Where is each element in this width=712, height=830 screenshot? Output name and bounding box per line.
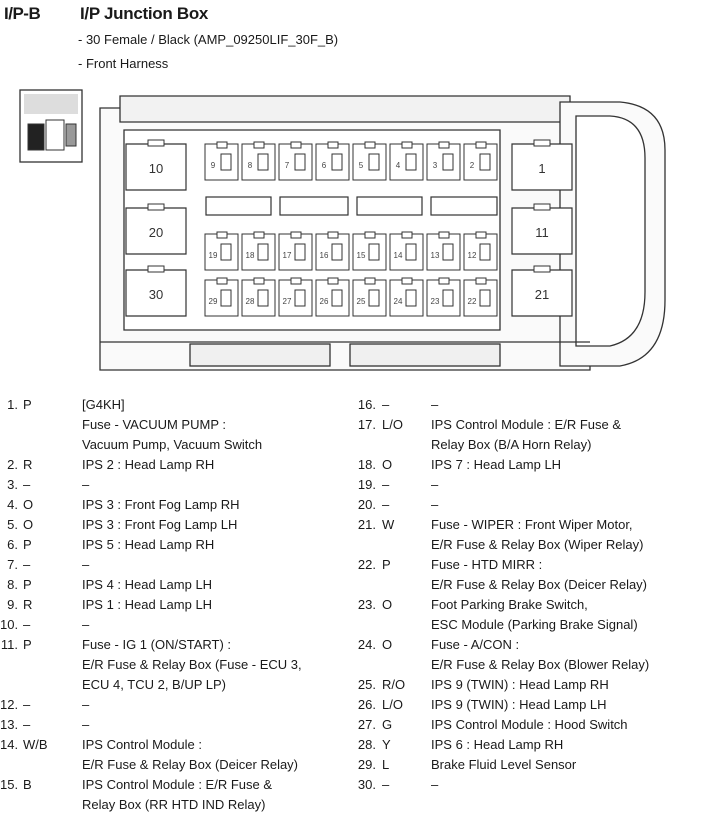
pin-description: IPS 2 : Head Lamp RH bbox=[82, 457, 215, 472]
pin-label: 16 bbox=[319, 251, 329, 260]
wire-color: O bbox=[23, 517, 34, 532]
pin-row bbox=[0, 475, 302, 495]
pin-number: 30. bbox=[357, 777, 376, 792]
cavity-block-30 bbox=[126, 266, 186, 316]
wire-color: O bbox=[23, 497, 34, 512]
pin-description: IPS 5 : Head Lamp RH bbox=[82, 537, 215, 552]
wire-color: – bbox=[382, 777, 390, 792]
pin-row bbox=[0, 775, 302, 815]
wire-color: W/B bbox=[23, 737, 48, 752]
pin-description: – bbox=[82, 477, 90, 492]
pin-description: – bbox=[431, 397, 439, 412]
wire-color: W bbox=[382, 517, 395, 532]
cavity-block-20 bbox=[126, 204, 186, 254]
pin-row bbox=[0, 535, 302, 555]
wire-color: R bbox=[23, 597, 33, 612]
pin-label: 27 bbox=[282, 297, 292, 306]
wire-color: – bbox=[382, 397, 390, 412]
cavity-block-1 bbox=[512, 140, 572, 190]
wire-color: O bbox=[382, 637, 393, 652]
pin-row bbox=[350, 595, 649, 635]
pin-label: 19 bbox=[208, 251, 218, 260]
pin-description: – bbox=[82, 697, 90, 712]
pin-row bbox=[350, 395, 649, 415]
pin-label: 22 bbox=[467, 297, 477, 306]
pin-row bbox=[350, 735, 649, 755]
pin-row bbox=[350, 715, 649, 735]
wire-color: G bbox=[382, 717, 393, 732]
pin-number: 14. bbox=[0, 737, 19, 752]
pin-cavity-29 bbox=[205, 278, 238, 316]
pin-number: 3. bbox=[7, 477, 18, 492]
pin-description: IPS Control Module : E/R Fuse & Relay Box (RR HTD IND Relay) bbox=[82, 777, 273, 812]
pin-row bbox=[350, 515, 649, 555]
pin-description: Brake Fluid Level Sensor bbox=[431, 757, 577, 772]
pin-cavity-14 bbox=[390, 232, 423, 270]
pin-description: IPS Control Module : E/R Fuse & Relay Box (Deicer Relay) bbox=[82, 737, 299, 772]
pin-cavity-13 bbox=[427, 232, 460, 270]
pin-number: 15. bbox=[0, 777, 19, 792]
pin-description: IPS 4 : Head Lamp LH bbox=[82, 577, 213, 592]
pin-description: IPS 9 (TWIN) : Head Lamp RH bbox=[431, 677, 609, 692]
pin-number: 25. bbox=[357, 677, 376, 692]
pin-number: 29. bbox=[357, 757, 376, 772]
cavity-label: 21 bbox=[534, 287, 550, 302]
pin-description: – bbox=[431, 777, 439, 792]
cavity-block-10 bbox=[126, 140, 186, 190]
pin-row bbox=[0, 615, 302, 635]
connector-diagram bbox=[0, 80, 712, 380]
pin-label: 25 bbox=[356, 297, 366, 306]
pin-description: Fuse - A/CON : E/R Fuse & Relay Box (Blower Relay) bbox=[431, 637, 650, 672]
pin-number: 8. bbox=[7, 577, 18, 592]
pin-label: 8 bbox=[247, 161, 253, 170]
pin-number: 1. bbox=[7, 397, 18, 412]
pin-label: 5 bbox=[358, 161, 364, 170]
harness-name: - Front Harness bbox=[78, 56, 169, 71]
wire-color: – bbox=[23, 617, 31, 632]
pin-label: 14 bbox=[393, 251, 403, 260]
pin-row bbox=[0, 735, 302, 775]
pin-row bbox=[350, 455, 649, 475]
pin-number: 9. bbox=[7, 597, 18, 612]
pin-description: Fuse - WIPER : Front Wiper Motor, E/R Fuse & Relay Box (Wiper Relay) bbox=[431, 517, 644, 552]
pin-cavity-15 bbox=[353, 232, 386, 270]
pin-label: 18 bbox=[245, 251, 255, 260]
cavity-label: 20 bbox=[148, 225, 164, 240]
pin-description: IPS 1 : Head Lamp LH bbox=[82, 597, 213, 612]
wire-color: O bbox=[382, 457, 393, 472]
wire-color: P bbox=[23, 637, 32, 652]
pin-label: 9 bbox=[210, 161, 216, 170]
pin-row bbox=[0, 695, 302, 715]
pin-cavity-22 bbox=[464, 278, 497, 316]
pin-label: 17 bbox=[282, 251, 292, 260]
wire-color: P bbox=[23, 397, 32, 412]
pin-number: 28. bbox=[357, 737, 376, 752]
connector-code: I/P-B bbox=[4, 4, 41, 23]
pin-number: 16. bbox=[357, 397, 376, 412]
pin-number: 23. bbox=[357, 597, 376, 612]
pin-row bbox=[0, 515, 302, 535]
wire-color: R/O bbox=[382, 677, 406, 692]
pin-row bbox=[350, 755, 649, 775]
pin-cavity-2 bbox=[464, 142, 497, 180]
pin-label: 26 bbox=[319, 297, 329, 306]
wire-color: – bbox=[23, 697, 31, 712]
pin-description: IPS Control Module : E/R Fuse & Relay Box (B/A Horn Relay) bbox=[431, 417, 622, 452]
pin-row bbox=[350, 695, 649, 715]
pin-number: 27. bbox=[357, 717, 376, 732]
pin-label: 13 bbox=[430, 251, 440, 260]
pin-row bbox=[350, 675, 649, 695]
pin-description: IPS Control Module : Hood Switch bbox=[431, 717, 628, 732]
cavity-label: 1 bbox=[538, 161, 546, 176]
wire-color: – bbox=[382, 477, 390, 492]
pin-label: 28 bbox=[245, 297, 255, 306]
pin-cavity-23 bbox=[427, 278, 460, 316]
pin-number: 2. bbox=[7, 457, 18, 472]
pin-number: 10. bbox=[0, 617, 19, 632]
pin-cavity-16 bbox=[316, 232, 349, 270]
pin-column-left bbox=[0, 395, 302, 815]
pin-cavity-27 bbox=[279, 278, 312, 316]
pin-row bbox=[0, 635, 302, 695]
wire-color: – bbox=[23, 557, 31, 572]
pin-label: 3 bbox=[432, 161, 438, 170]
wire-color: P bbox=[23, 577, 32, 592]
pin-number: 12. bbox=[0, 697, 19, 712]
cavity-label: 11 bbox=[535, 225, 549, 240]
wire-color: L/O bbox=[382, 697, 403, 712]
pin-row bbox=[350, 775, 649, 795]
pin-label: 15 bbox=[356, 251, 366, 260]
wire-color: L/O bbox=[382, 417, 403, 432]
pin-cavity-26 bbox=[316, 278, 349, 316]
pin-cavity-6 bbox=[316, 142, 349, 180]
wire-color: – bbox=[23, 477, 31, 492]
pin-description: IPS 9 (TWIN) : Head Lamp LH bbox=[431, 697, 607, 712]
pin-number: 22. bbox=[357, 557, 376, 572]
wire-color: R bbox=[23, 457, 33, 472]
pin-description: [G4KH] Fuse - VACUUM PUMP : Vacuum Pump, Vacuum Switch bbox=[82, 397, 263, 452]
pin-description: IPS 7 : Head Lamp LH bbox=[431, 457, 562, 472]
pin-description: IPS 6 : Head Lamp RH bbox=[431, 737, 564, 752]
pin-description: – bbox=[431, 497, 439, 512]
pin-row bbox=[350, 495, 649, 515]
pin-number: 26. bbox=[357, 697, 376, 712]
pin-label: 2 bbox=[469, 161, 475, 170]
pin-row bbox=[0, 455, 302, 475]
wire-color: L bbox=[382, 757, 390, 772]
pin-number: 20. bbox=[357, 497, 376, 512]
pin-number: 21. bbox=[357, 517, 376, 532]
pin-cavity-17 bbox=[279, 232, 312, 270]
pin-label: 6 bbox=[321, 161, 327, 170]
pin-description: Fuse - IG 1 (ON/START) : E/R Fuse & Relay Box (Fuse - ECU 3, ECU 4, TCU 2, B/UP LP) bbox=[82, 637, 302, 692]
locator-thumbnail bbox=[20, 90, 82, 162]
pin-row bbox=[0, 715, 302, 735]
pin-description: Fuse - HTD MIRR : E/R Fuse & Relay Box (Deicer Relay) bbox=[431, 557, 648, 592]
pin-cavity-3 bbox=[427, 142, 460, 180]
pin-cavity-28 bbox=[242, 278, 275, 316]
pin-row bbox=[0, 575, 302, 595]
pin-row bbox=[0, 555, 302, 575]
wire-color: – bbox=[382, 497, 390, 512]
pin-number: 6. bbox=[7, 537, 18, 552]
pin-description: IPS 3 : Front Fog Lamp RH bbox=[82, 497, 240, 512]
pin-number: 11. bbox=[0, 637, 18, 652]
wire-color: Y bbox=[382, 737, 391, 752]
cavity-label: 30 bbox=[148, 287, 164, 302]
pin-row bbox=[350, 635, 649, 675]
pin-row bbox=[350, 555, 649, 595]
pin-cavity-7 bbox=[279, 142, 312, 180]
pin-cavity-19 bbox=[205, 232, 238, 270]
pin-row bbox=[0, 595, 302, 615]
pin-label: 12 bbox=[467, 251, 477, 260]
pin-number: 19. bbox=[357, 477, 376, 492]
wire-color: B bbox=[23, 777, 32, 792]
pin-cavity-8 bbox=[242, 142, 275, 180]
wire-color: P bbox=[382, 557, 391, 572]
pin-row bbox=[350, 415, 649, 455]
pin-number: 24. bbox=[357, 637, 376, 652]
pin-label: 4 bbox=[395, 161, 401, 170]
cavity-label: 10 bbox=[148, 161, 164, 176]
pin-description: – bbox=[431, 477, 439, 492]
pin-number: 4. bbox=[7, 497, 18, 512]
pin-number: 17. bbox=[357, 417, 376, 432]
wire-color: P bbox=[23, 537, 32, 552]
pin-cavity-4 bbox=[390, 142, 423, 180]
pin-number: 5. bbox=[7, 517, 18, 532]
cavity-block-11 bbox=[512, 204, 572, 254]
pin-cavity-24 bbox=[390, 278, 423, 316]
pin-number: 18. bbox=[357, 457, 376, 472]
pin-description: – bbox=[82, 717, 90, 732]
pin-cavity-12 bbox=[464, 232, 497, 270]
pin-label: 29 bbox=[208, 297, 218, 306]
pin-label: 24 bbox=[393, 297, 403, 306]
connector-spec: - 30 Female / Black (AMP_09250LIF_30F_B) bbox=[78, 32, 339, 47]
wire-color: – bbox=[23, 717, 31, 732]
cavity-block-21 bbox=[512, 266, 572, 316]
pin-cavity-5 bbox=[353, 142, 386, 180]
pin-cavity-18 bbox=[242, 232, 275, 270]
pin-description: – bbox=[82, 617, 90, 632]
pin-row bbox=[0, 395, 302, 455]
pin-number: 13. bbox=[0, 717, 19, 732]
pin-label: 23 bbox=[430, 297, 440, 306]
pin-description: IPS 3 : Front Fog Lamp LH bbox=[82, 517, 238, 532]
connector-title: I/P Junction Box bbox=[80, 4, 209, 23]
pin-row bbox=[350, 475, 649, 495]
wire-color: O bbox=[382, 597, 393, 612]
pin-description-table bbox=[0, 395, 712, 825]
pin-cavity-9 bbox=[205, 142, 238, 180]
pin-label: 7 bbox=[284, 161, 290, 170]
pin-description: Foot Parking Brake Switch, ESC Module (Parking Brake Signal) bbox=[431, 597, 638, 632]
pin-number: 7. bbox=[7, 557, 18, 572]
pin-column-right bbox=[350, 395, 649, 795]
pin-description: – bbox=[82, 557, 90, 572]
pin-row bbox=[0, 495, 302, 515]
pin-cavity-25 bbox=[353, 278, 386, 316]
